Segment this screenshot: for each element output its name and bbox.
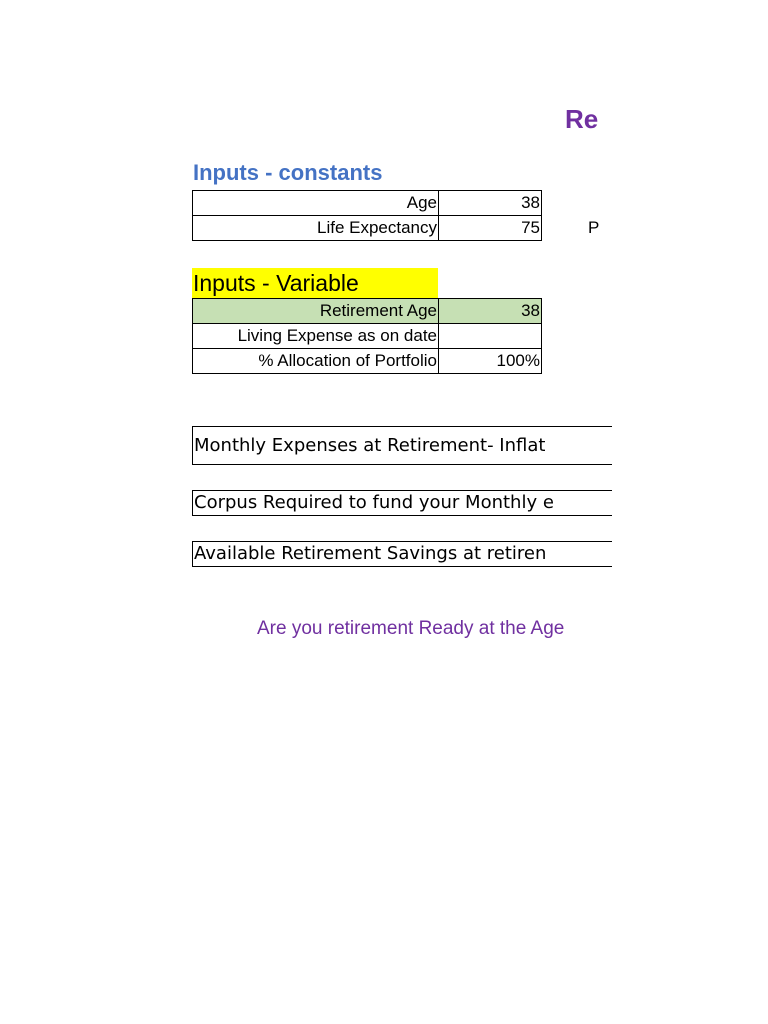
retirement-age-label: Retirement Age (193, 299, 439, 324)
monthly-expenses-box: Monthly Expenses at Retirement- Inflat (192, 426, 612, 465)
inputs-constants-heading: Inputs - constants (193, 160, 383, 185)
life-expectancy-label: Life Expectancy (193, 216, 439, 241)
retirement-age-value-cell[interactable]: 38 (439, 299, 542, 324)
table-row (193, 299, 542, 324)
table-row (193, 324, 542, 349)
life-expectancy-value-cell[interactable]: 75 (439, 216, 542, 241)
table-row (193, 216, 542, 241)
inputs-variable-heading: Inputs - Variable (192, 268, 438, 298)
table-row (193, 191, 542, 216)
age-label: Age (193, 191, 439, 216)
age-value-cell[interactable]: 38 (439, 191, 542, 216)
retirement-ready-question: Are you retirement Ready at the Age (257, 618, 565, 639)
corpus-required-box: Corpus Required to fund your Monthly e (192, 490, 612, 516)
available-savings-box: Available Retirement Savings at retiren (192, 541, 612, 567)
allocation-value-cell[interactable]: 100% (439, 349, 542, 374)
side-cell-label: P (588, 218, 600, 237)
inputs-variable-table (192, 298, 542, 374)
living-expense-value-cell[interactable] (439, 324, 542, 349)
sheet-title: Re (565, 104, 599, 134)
allocation-label: % Allocation of Portfolio (193, 349, 439, 374)
table-row (193, 349, 542, 374)
inputs-constants-table (192, 190, 542, 241)
living-expense-label: Living Expense as on date (193, 324, 439, 349)
